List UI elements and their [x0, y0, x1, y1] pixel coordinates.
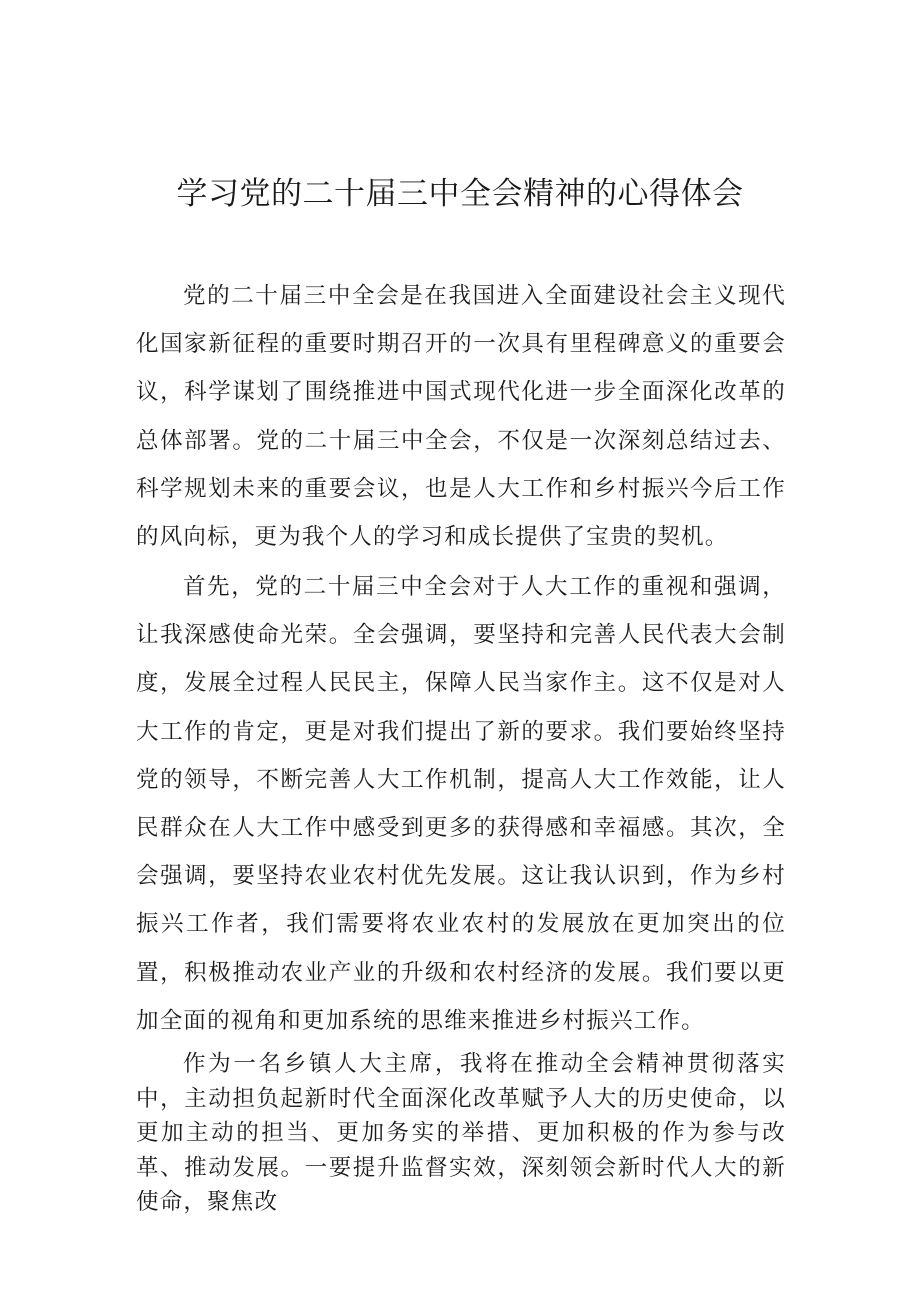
- paragraph-1: 党的二十届三中全会是在我国进入全面建设社会主义现代化国家新征程的重要时期召开的一次具有里程碑意义的重要会议，科学谋划了围绕推进中国式现代化进一步全面深化改革的总体部署。党的二十届三中全会，不仅是一次深刻总结过去、科学规划未来的重要会议，也是人大工作和乡村振兴今后工作的风向标，更为我个人的学习和成长提供了宝贵的契机。: [136, 283, 786, 551]
- paragraph-2: 首先，党的二十届三中全会对于人大工作的重视和强调，让我深感使命光荣。全会强调，要坚持和完善人民代表大会制度，发展全过程人民民主，保障人民当家作主。这不仅是对人大工作的肯定，更是对我们提出了新的要求。我们要始终坚持党的领导，不断完善人大工作机制，提高人大工作效能，让人民群众在人大工作中感受到更多的获得感和幸福感。其次，全会强调，要坚持农业农村优先发展。这让我认识到，作为乡村振兴工作者，我们需要将农业农村的发展放在更加突出的位置，积极推动农业产业的升级和农村经济的发展。我们要以更加全面的视角和更加系统的思维来推进乡村振兴工作。: [136, 574, 786, 1034]
- paragraph-3: 作为一名乡镇人大主席，我将在推动全会精神贯彻落实中，主动担负起新时代全面深化改革赋予人大的历史使命，以更加主动的担当、更加务实的举措、更加积极的作为参与改革、推动发展。一要提升监督实效，深刻领会新时代人大的新使命，聚焦改: [136, 1051, 786, 1215]
- document-title: 学习党的二十届三中全会精神的心得体会: [176, 176, 744, 212]
